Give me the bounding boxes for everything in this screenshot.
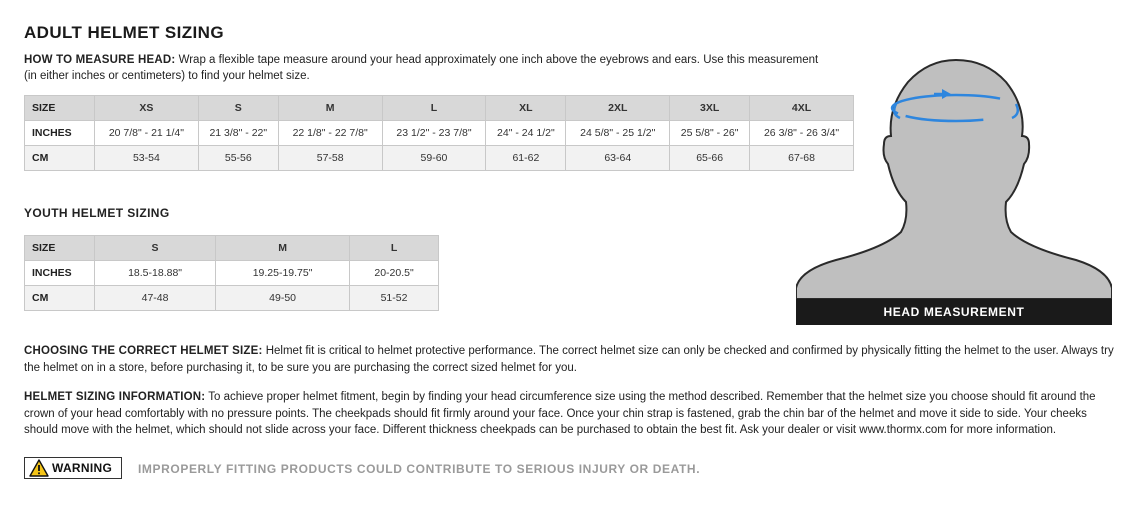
adult-table-cell: 20 7/8" - 21 1/4" [95, 121, 199, 146]
adult-table-cell: 65-66 [670, 146, 750, 171]
warning-badge [24, 457, 122, 479]
adult-row-size [25, 96, 854, 121]
warning-triangle-icon [29, 459, 49, 477]
adult-table-cell: 2XL [566, 96, 670, 121]
how-to-measure-label: HOW TO MEASURE HEAD: [24, 54, 176, 66]
youth-table-cell: M [216, 236, 350, 261]
youth-table-cell: 20-20.5" [350, 261, 439, 286]
youth-table-cell: 51-52 [350, 286, 439, 311]
adult-table-cell: 24 5/8" - 25 1/2" [566, 121, 670, 146]
youth-table-cell: 49-50 [216, 286, 350, 311]
warning-label: WARNING [52, 461, 113, 475]
adult-row-header: SIZE [25, 96, 95, 121]
adult-table-cell: 21 3/8" - 22" [198, 121, 278, 146]
sizing-info-paragraph [24, 389, 1114, 439]
adult-table-cell: 57-58 [278, 146, 382, 171]
how-to-measure-text [24, 52, 824, 84]
youth-row-header: CM [25, 286, 95, 311]
head-silhouette-icon [796, 52, 1112, 325]
adult-table-cell: 61-62 [486, 146, 566, 171]
youth-sizing-title: YOUTH HELMET SIZING [24, 206, 170, 220]
adult-table-cell: M [278, 96, 382, 121]
warning-text: IMPROPERLY FITTING PRODUCTS COULD CONTRIBUTE TO SERIOUS INJURY OR DEATH. [138, 462, 701, 476]
adult-table-cell: 25 5/8" - 26" [670, 121, 750, 146]
adult-table-cell: L [382, 96, 486, 121]
youth-row-header: SIZE [25, 236, 95, 261]
adult-table-cell: 24" - 24 1/2" [486, 121, 566, 146]
sizing-info-label: HELMET SIZING INFORMATION: [24, 391, 206, 403]
adult-table-cell: XL [486, 96, 566, 121]
adult-table-cell: 22 1/8" - 22 7/8" [278, 121, 382, 146]
youth-size-table [24, 235, 439, 311]
choosing-size-label: CHOOSING THE CORRECT HELMET SIZE: [24, 345, 263, 357]
adult-table-cell: 63-64 [566, 146, 670, 171]
youth-table-cell: 47-48 [95, 286, 216, 311]
choosing-size-body: Helmet fit is critical to helmet protective performance. The correct helmet size can only be checked and confirmed by physically fitting the helmet to the user. Always try the helmet on in a store, before purchasing it, to be sure you are purchasing the correct sized helmet for you. [24, 345, 1114, 374]
youth-row-header: INCHES [25, 261, 95, 286]
youth-table-cell: 18.5-18.88" [95, 261, 216, 286]
youth-table-cell: L [350, 236, 439, 261]
how-to-measure-body: Wrap a flexible tape measure around your head approximately one inch above the eyebrows and ears. Use this measurement (in either inches or centimeters) to find your helmet size. [24, 54, 819, 82]
head-measurement-figure [796, 52, 1112, 325]
choosing-size-paragraph [24, 343, 1114, 376]
sizing-info-body: To achieve proper helmet fitment, begin by finding your head circumference size using the method described. Remember that the helmet size you choose should fit around the crown of your head comfortably with no pressure points. The cheekpads should fit firmly around your face. Once your chin strap is fastened, grab the chin bar of the helmet and move it side to side. Your cheeks should move with the helmet, which should not slide across your face. Different thickness cheekpads can be purchased to obtain the best fit. Ask your dealer or visit www.thormx.com for more information. [24, 391, 1096, 436]
youth-row-cm [25, 286, 439, 311]
youth-table-cell: S [95, 236, 216, 261]
adult-table-cell: 26 3/8" - 26 3/4" [750, 121, 854, 146]
adult-table-cell: 59-60 [382, 146, 486, 171]
adult-sizing-title: ADULT HELMET SIZING [24, 23, 224, 42]
adult-size-table [24, 95, 854, 171]
adult-table-cell: 53-54 [95, 146, 199, 171]
adult-table-cell: 3XL [670, 96, 750, 121]
adult-row-header: CM [25, 146, 95, 171]
adult-table-cell: 4XL [750, 96, 854, 121]
youth-row-inches [25, 261, 439, 286]
adult-table-cell: S [198, 96, 278, 121]
youth-table-cell: 19.25-19.75" [216, 261, 350, 286]
adult-table-cell: 23 1/2" - 23 7/8" [382, 121, 486, 146]
adult-row-inches [25, 121, 854, 146]
adult-table-cell: XS [95, 96, 199, 121]
head-measurement-label: HEAD MEASUREMENT [796, 299, 1112, 325]
adult-table-cell: 67-68 [750, 146, 854, 171]
adult-table-cell: 55-56 [198, 146, 278, 171]
youth-row-size [25, 236, 439, 261]
adult-row-cm [25, 146, 854, 171]
adult-row-header: INCHES [25, 121, 95, 146]
